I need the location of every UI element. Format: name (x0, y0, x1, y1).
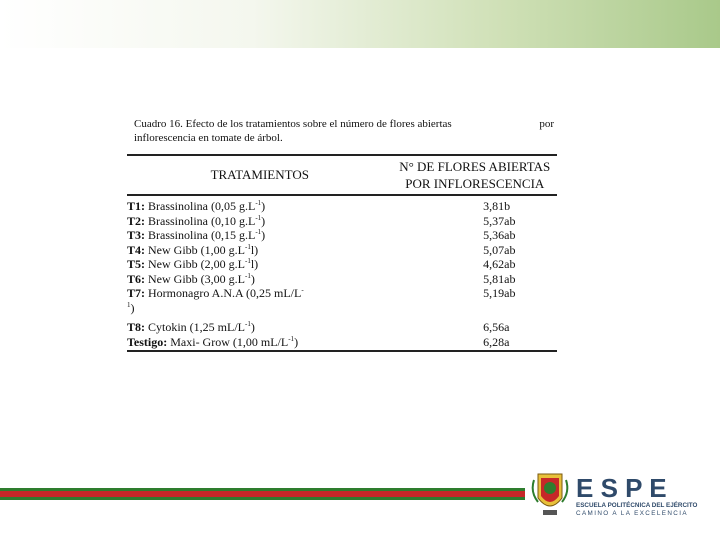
value-cell: 5,81 (483, 271, 505, 286)
unit-exponent: -1 (245, 320, 251, 328)
treatment-cell (127, 335, 393, 352)
table-row (127, 195, 557, 214)
brand-line1: ESCUELA POLITÉCNICA DEL EJÉRCITO (576, 502, 698, 509)
value-cell: 6,28 (393, 335, 505, 352)
group-letter-cell: ab (504, 271, 516, 286)
value-cell: 5,36 (483, 228, 505, 242)
treatment-desc: Brassinolina (0,05 g.L (145, 199, 256, 213)
caption-line2: inflorescencia en tomate de árbol. (134, 132, 283, 144)
treatment-desc-close: l) (250, 257, 259, 271)
group-letter-cell: ab (504, 228, 516, 242)
treatment-code: T3: (127, 228, 145, 242)
treatment-desc-cont: ) (130, 300, 135, 315)
unit-exponent: -1 (244, 257, 251, 265)
treatment-desc: Cytokin (1,25 mL/L (145, 320, 245, 334)
treatment-desc: New Gibb (1,00 g.L (145, 242, 245, 257)
group-letter-cell: ab (504, 286, 516, 300)
treatment-desc-close: ) (294, 334, 299, 349)
treatment-desc: Maxi- Grow (1,00 mL/L (167, 334, 289, 349)
unit-exponent: -1 (255, 228, 262, 236)
value-cell: 5,19 (483, 286, 505, 300)
treatment-code: Testigo: (127, 334, 168, 349)
group-letter-cell: a (504, 335, 557, 352)
unit-exponent: -1 (244, 271, 251, 280)
results-table (127, 154, 557, 352)
treatment-cell (127, 214, 393, 229)
footer-green-stripe-bottom (0, 497, 525, 500)
treatment-cell (127, 272, 393, 287)
unit-exponent: -1 (288, 334, 295, 343)
crest-icon (533, 474, 568, 515)
treatment-code: T7: (127, 286, 145, 300)
treatment-code: T8: (127, 320, 145, 334)
treatment-desc-close: ) (250, 271, 255, 286)
group-letter-cell: ab (504, 213, 516, 228)
treatment-cell (127, 228, 393, 243)
group-letter-cell: b (504, 199, 511, 213)
table-row (127, 228, 557, 243)
treatment-code: T4: (127, 242, 145, 257)
unit-exponent: -1 (244, 242, 251, 251)
header-open-flowers-line2: POR INFLORESCENCIA (405, 176, 545, 191)
unit-exponent-cont: 1 (127, 300, 131, 309)
brand-text: E S P E (576, 473, 667, 503)
header-open-flowers-line1: N° DE FLORES ABIERTAS (399, 159, 551, 174)
treatment-desc-close: ) (261, 213, 266, 228)
table-row (127, 243, 557, 258)
caption-line1-end: por (539, 118, 554, 130)
value-cell: 3,81 (483, 199, 505, 213)
table-row (127, 317, 557, 335)
treatment-desc-close: ) (250, 320, 255, 334)
group-letter-cell: ab (504, 257, 516, 271)
treatment-desc: New Gibb (3,00 g.L (145, 271, 245, 286)
table-header-row (127, 155, 557, 195)
treatment-desc: New Gibb (2,00 g.L (145, 257, 245, 271)
treatment-desc: Hormonagro A.N.A (0,25 mL/L (145, 286, 302, 300)
table-caption (134, 117, 554, 145)
value-cell: 4,62 (483, 257, 505, 271)
unit-exponent: -1 (255, 213, 262, 222)
treatment-cell (127, 243, 393, 258)
treatment-desc-close: ) (261, 199, 266, 213)
treatment-code: T6: (127, 271, 145, 286)
group-letter-cell: a (504, 320, 510, 334)
treatment-cell (127, 317, 393, 335)
value-cell: 5,37 (483, 213, 505, 228)
table-row (127, 272, 557, 287)
table-row (127, 214, 557, 229)
brand-line2: CAMINO A LA EXCELENCIA (576, 510, 688, 517)
header-open-flowers (393, 155, 557, 195)
unit-exponent: -1 (255, 199, 262, 207)
treatment-code: T2: (127, 213, 145, 228)
treatment-cell (127, 257, 393, 272)
table-row (127, 335, 557, 352)
table-row (127, 286, 557, 317)
treatment-desc: Brassinolina (0,15 g.L (145, 228, 256, 242)
treatment-desc: Brassinolina (0,10 g.L (145, 213, 256, 228)
caption-line1: Cuadro 16. Efecto de los tratamientos sobre el número de flores abiertas (134, 118, 452, 130)
treatment-code: T5: (127, 257, 145, 271)
table-row (127, 257, 557, 272)
value-cell: 6,56 (483, 320, 505, 334)
unit-exponent: - (301, 286, 304, 294)
treatment-desc-close: l) (250, 242, 259, 257)
header-treatments: TRATAMIENTOS (127, 155, 393, 195)
treatment-code: T1: (127, 199, 145, 213)
value-cell: 5,07 (483, 242, 505, 257)
treatment-cell (127, 195, 393, 214)
treatment-cell (127, 286, 393, 317)
header-gradient-band (0, 0, 720, 48)
group-letter-cell: ab (504, 242, 516, 257)
espe-logo (530, 468, 710, 520)
treatment-desc-close: ) (261, 228, 266, 242)
